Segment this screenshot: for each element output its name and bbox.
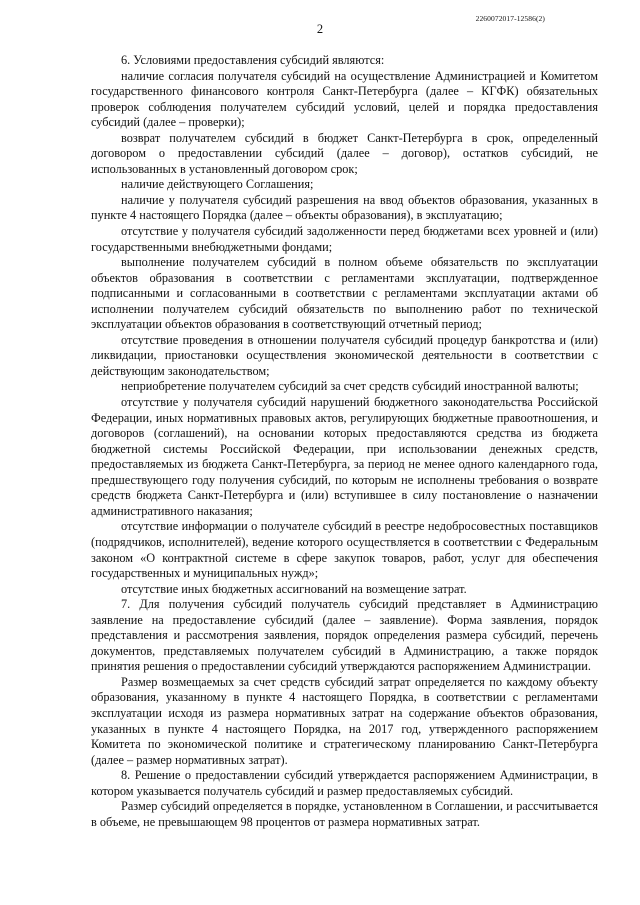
paragraph-costs-size: Размер возмещаемых за счет средств субсидий затрат определяется по каждому объекту образования, указанному в пункте 4 настоящего Порядка, в соответствии с регламентами эксплуатации исходя из размера нормативных затрат на содержание объектов образования, указанных в пункте 4 настоящего Порядка, на 2017 год, утвержденного распоряжением Комитета по экономической политике и стратегическому планированию Санкт-Петербурга (далее – размер нормативных затрат). <box>91 674 598 767</box>
paragraph-condition-no-currency: неприобретение получателем субсидий за счет средств субсидий иностранной валюты; <box>121 379 579 394</box>
paragraph-condition-no-bankruptcy: отсутствие проведения в отношении получателя субсидий процедур банкротства и (или) ликвидации, приостановки осуществления экономической деятельности в соответствии с действующим законодательством; <box>91 332 598 378</box>
paragraph-condition-consent: наличие согласия получателя субсидий на осуществление Администрацией и Комитетом государственного финансового контроля Санкт-Петербурга (далее – КГФК) обязательных проверок соблюдения получателем субсидий условий, целей и порядка предоставления субсидий (далее – проверки); <box>91 68 598 130</box>
paragraph-item-6-heading: 6. Условиями предоставления субсидий являются: <box>121 53 385 67</box>
paragraph-condition-permit: наличие у получателя субсидий разрешения на ввод объектов образования, указанных в пункте 4 настоящего Порядка (далее – объекты образования), в эксплуатацию; <box>91 192 598 223</box>
paragraph-subsidy-size: Размер субсидий определяется в порядке, установленном в Соглашении, и рассчитывается в объеме, не превышающем 98 процентов от размера нормативных затрат. <box>91 799 598 829</box>
paragraph-condition-no-violations: отсутствие у получателя субсидий нарушений бюджетного законодательства Российской Федерации, иных нормативных правовых актов, регулирующих бюджетные правоотношения, и договоров (соглашений), на основании которых предоставляются средства из бюджета бюджетной системы Российской Федерации, при использовании денежных средств, предоставляемых из бюджета Санкт-Петербурга, за период не менее одного календарного года, предшествующего году получения субсидий, по которым не исполнены требования о возврате средств бюджета Санкт-Петербурга и (или) вступившее в силу постановление о назначении административного наказания; <box>91 395 598 518</box>
paragraph-condition-obligations: выполнение получателем субсидий в полном объеме обязательств по эксплуатации объектов образования в соответствии с регламентами эксплуатации, подтвержденное подписанными и согласованными в соответствии с регламентами эксплуатации актами об исполнении получателем субсидий обязательств по выполнению работ по технической эксплуатации объектов образования в соответствующий отчетный период; <box>91 255 598 332</box>
paragraph-condition-return: возврат получателем субсидий в бюджет Санкт-Петербурга в срок, определенный договором о предоставлении субсидий (далее – договор), остатков субсидий, не использованных в установленный договором срок; <box>91 130 598 176</box>
paragraph-item-8: 8. Решение о предоставлении субсидий утверждается распоряжением Администрации, в котором указывается получатель субсидий и размер предоставляемых субсидий. <box>91 768 598 798</box>
document-code: 2260072017-12586(2) <box>475 14 545 23</box>
paragraph-condition-no-registry: отсутствие информации о получателе субсидий в реестре недобросовестных поставщиков (подрядчиков, исполнителей), ведение которого осуществляется в соответствии с Федеральным законом «О контрактной системе в сфере закупок товаров, работ, услуг для обеспечения государственных и муниципальных нужд»; <box>91 519 598 581</box>
page-number: 2 <box>316 22 324 36</box>
document-body <box>91 53 598 830</box>
paragraph-condition-agreement: наличие действующего Соглашения; <box>121 177 314 192</box>
paragraph-condition-no-other-funds: отсутствие иных бюджетных ассигнований на возмещение затрат. <box>121 581 467 596</box>
paragraph-item-7: 7. Для получения субсидий получатель субсидий представляет в Администрацию заявление на предоставление субсидий (далее – заявление). Форма заявления, порядок представления и рассмотрения заявления, порядок определения размера субсидий, перечень документов, представляемых получателем субсидий в Администрацию, а также порядок принятия решения о предоставлении субсидий утверждаются распоряжением Администрации. <box>91 597 598 674</box>
paragraph-condition-no-debt: отсутствие у получателя субсидий задолженности перед бюджетами всех уровней и (или) государственными внебюджетными фондами; <box>91 224 598 254</box>
